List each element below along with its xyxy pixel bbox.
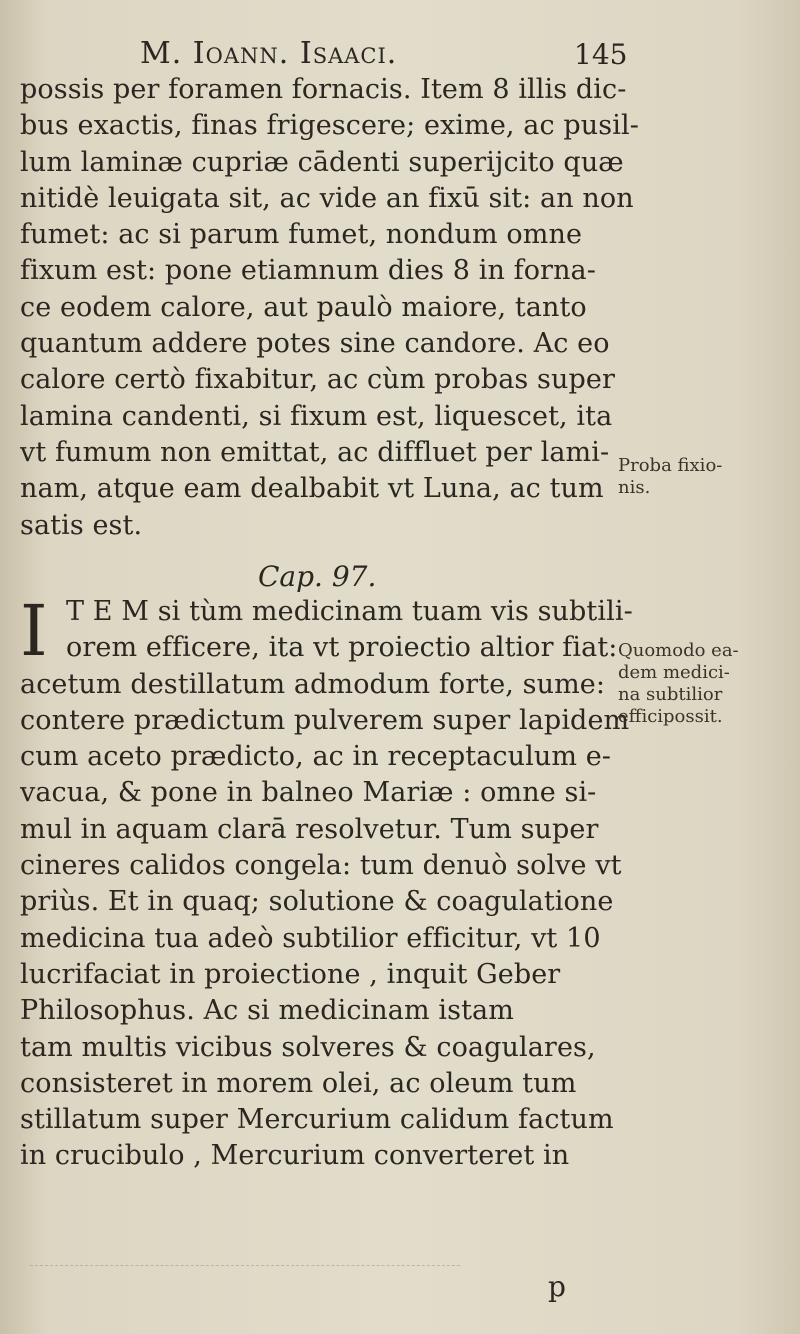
text-line: Philosophus. Ac si medicinam istam xyxy=(20,995,514,1027)
margin-note-proba xyxy=(618,455,768,499)
text-line: acetum destillatum admodum forte, sume: xyxy=(20,668,606,700)
text-line: bus exactis, finas frigescere; exime, ac pusil- xyxy=(20,110,639,142)
text-line: cum aceto prædicto, ac in receptaculum e- xyxy=(20,741,612,773)
text-line: satis est. xyxy=(20,509,143,541)
text-line: T E M si tùm medicinam tuam vis subtili- xyxy=(66,596,633,627)
text-line: orem efficere, ita vt proiectio altior fiat: xyxy=(66,632,618,664)
page-header xyxy=(0,36,640,76)
text-line: fixum est: pone etiamnum dies 8 in forna- xyxy=(20,255,596,287)
text-line: medicina tua adeò subtilior efficitur, vt 10 xyxy=(20,922,601,954)
text-line: priùs. Et in quaq; solutione & coagulatione xyxy=(20,886,614,918)
text-line: consisteret in morem olei, ac oleum tum xyxy=(20,1067,577,1099)
text-line: lum laminæ cupriæ cādenti superijcito quæ xyxy=(20,146,624,178)
print-smudge xyxy=(30,1265,460,1276)
margin-note-line: efficipossit. xyxy=(618,706,723,727)
margin-note-quomodo xyxy=(618,640,768,728)
page-number: 145 xyxy=(574,38,628,71)
drop-cap: I xyxy=(20,590,48,672)
text-line: quantum addere potes sine candore. Ac eo xyxy=(20,328,610,360)
text-line: cineres calidos congela: tum denuò solve vt xyxy=(20,850,622,882)
margin-note-line: nis. xyxy=(618,477,651,498)
text-line: lucrifaciat in proiectione , inquit Geber xyxy=(20,958,561,990)
text-line: contere prædictum pulverem super lapidem xyxy=(20,704,630,736)
text-line: fumet: ac si parum fumet, nondum omne xyxy=(20,219,583,251)
text-line: mul in aquam clarā resolvetur. Tum super xyxy=(20,813,599,845)
margin-note-line: Proba fixio- xyxy=(618,455,723,476)
text-line: ce eodem calore, aut paulò maiore, tanto xyxy=(20,291,587,323)
chapter-paragraph xyxy=(20,590,633,1175)
text-line: vt fumum non emittat, ac diffluet per lami- xyxy=(20,436,610,468)
text-line: in crucibulo , Mercurium converteret in xyxy=(20,1140,570,1172)
margin-note-line: Quomodo ea- xyxy=(618,640,739,661)
text-line: stillatum super Mercurium calidum factum xyxy=(20,1104,614,1136)
text-line: calore certò fixabitur, ac cùm probas super xyxy=(20,364,615,396)
text-line: lamina candenti, si fixum est, liquescet, ita xyxy=(20,400,613,432)
text-line: tam multis vicibus solveres & coagulares, xyxy=(20,1031,596,1063)
text-line: vacua, & pone in balneo Mariæ : omne si- xyxy=(20,777,597,809)
running-head: M. Ioann. Isaaci. xyxy=(140,36,398,71)
text-line: nitidè leuigata sit, ac vide an fixū sit: an non xyxy=(20,182,634,214)
chapter-title: Cap. 97. xyxy=(258,560,377,593)
margin-note-line: dem medici- xyxy=(618,662,730,683)
margin-note-line: na subtilior xyxy=(618,684,723,705)
text-line: nam, atque eam dealbabit vt Luna, ac tum xyxy=(20,473,604,505)
text-line: possis per foramen fornacis. Item 8 illis dic- xyxy=(20,74,627,105)
catchword: p xyxy=(548,1270,566,1303)
